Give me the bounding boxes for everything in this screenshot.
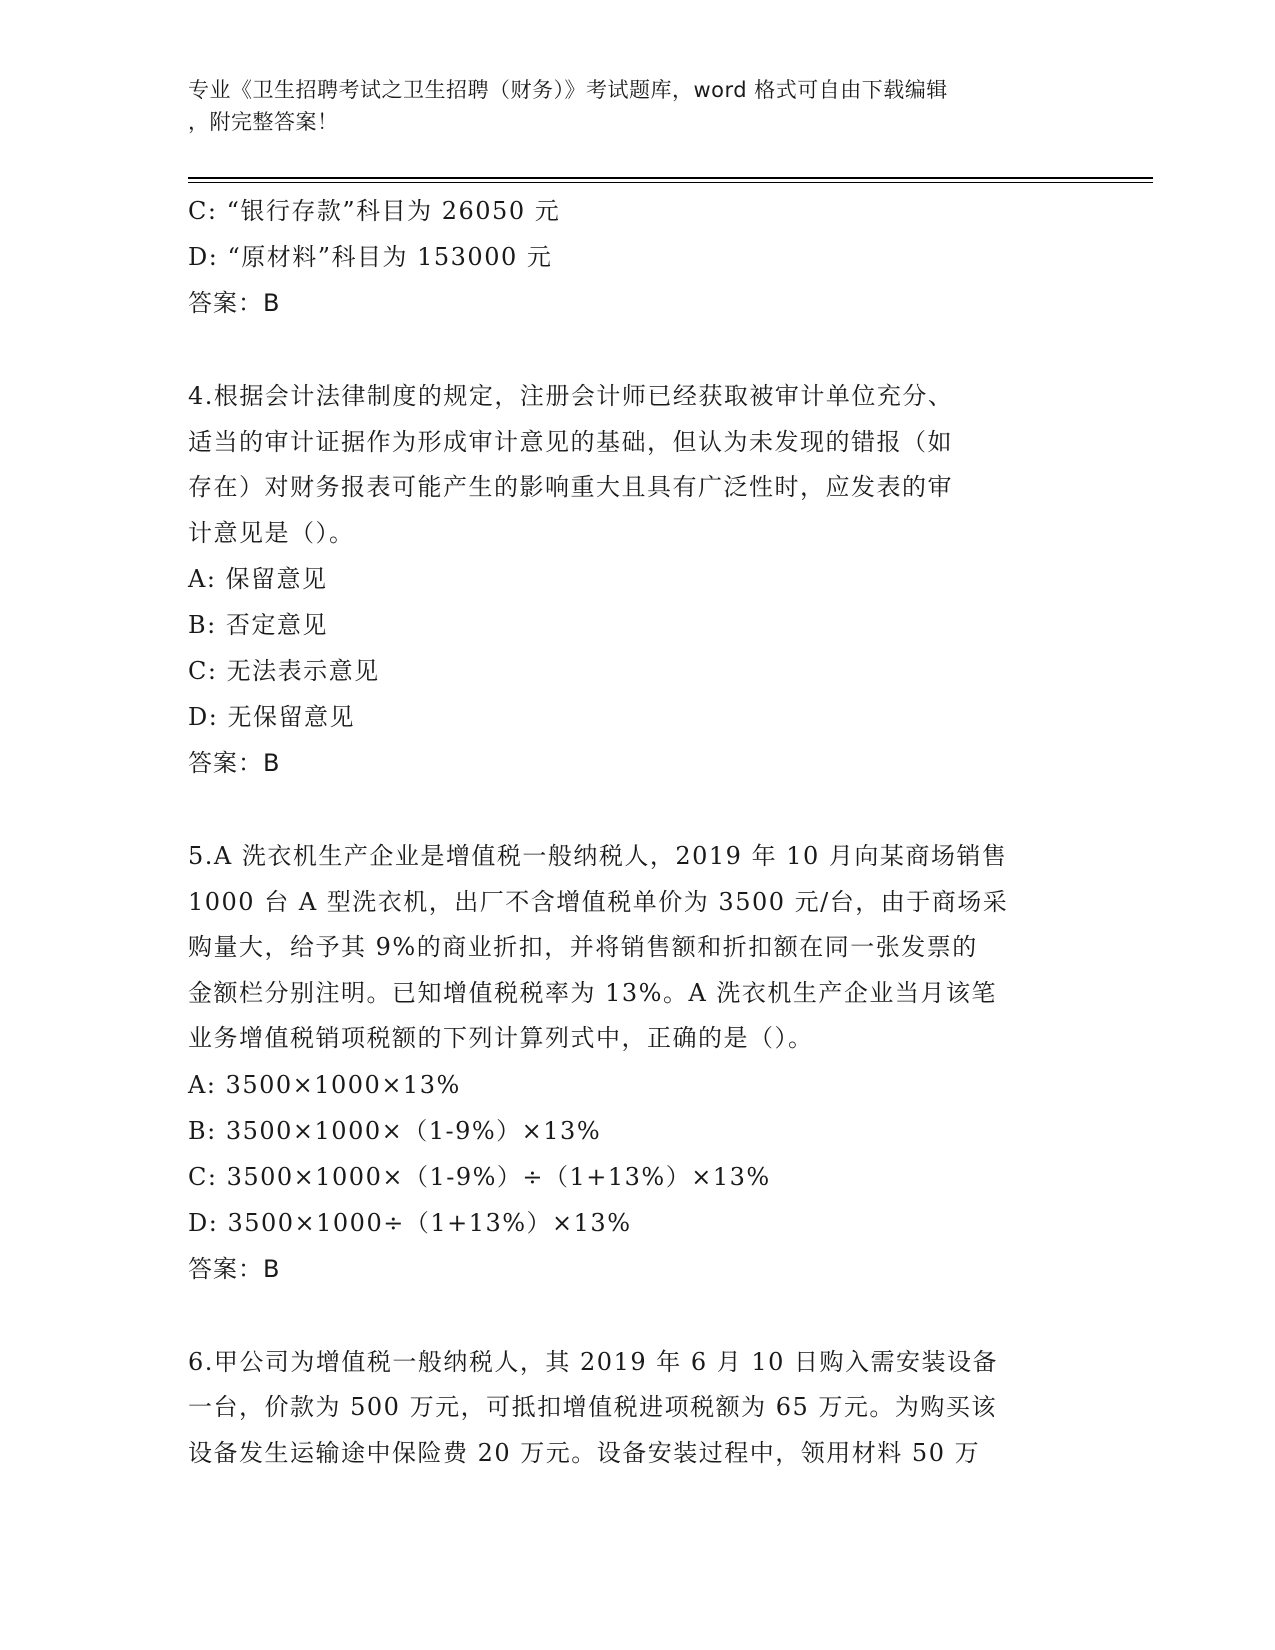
q4-answer: 答案：B	[188, 749, 281, 777]
q3-option-c: C: “银行存款”科目为 26050 元	[188, 197, 561, 225]
document-header	[188, 74, 1068, 138]
header-line-2: ，附完整答案！	[188, 110, 339, 134]
spacer	[188, 1292, 1068, 1340]
q5-stem-line: 购量大，给予其 9%的商业折扣，并将销售额和折扣额在同一张发票的	[188, 933, 978, 961]
q4-stem-line: 存在）对财务报表可能产生的影响重大且具有广泛性时，应发表的审	[188, 473, 953, 501]
q5-stem-line: 金额栏分别注明。已知增值税税率为 13%。A 洗衣机生产企业当月该笔	[188, 978, 997, 1007]
q3-option-d: D: “原材料”科目为 153000 元	[188, 243, 553, 271]
question-6	[188, 1340, 1068, 1477]
q4-stem-line: 4.根据会计法律制度的规定，注册会计师已经获取被审计单位充分、	[188, 382, 954, 410]
q5-option-a: A: 3500×1000×13%	[188, 1070, 461, 1099]
spacer	[188, 326, 1068, 374]
q6-stem-line: 一台，价款为 500 万元，可抵扣增值税进项税额为 65 万元。为购买该	[188, 1393, 997, 1421]
q5-stem-line: 业务增值税销项税额的下列计算列式中，正确的是（）。	[188, 1024, 814, 1052]
q5-option-b: B: 3500×1000×（1-9%）×13%	[188, 1116, 602, 1145]
question-3	[188, 188, 1068, 326]
q5-stem-line: 5.A 洗衣机生产企业是增值税一般纳税人，2019 年 10 月向某商场销售	[188, 842, 1008, 870]
question-content	[188, 188, 1068, 1476]
q5-stem-line: 1000 台 A 型洗衣机，出厂不含增值税单价为 3500 元/台，由于商场采	[188, 887, 1009, 916]
q4-option-b: B: 否定意见	[188, 611, 328, 639]
q4-stem-line: 适当的审计证据作为形成审计意见的基础，但认为未发现的错报（如	[188, 427, 953, 456]
q4-option-c: C: 无法表示意见	[188, 657, 380, 685]
q6-stem-line: 设备发生运输途中保险费 20 万元。设备安装过程中，领用材料 50 万	[188, 1438, 981, 1467]
header-rule-thick	[188, 177, 1153, 179]
header-line-1: 专业《卫生招聘考试之卫生招聘（财务）》考试题库，word 格式可自由下载编辑	[188, 78, 948, 102]
q4-option-a: A: 保留意见	[188, 565, 328, 593]
q5-option-c: C: 3500×1000×（1-9%）÷（1+13%）×13%	[188, 1162, 771, 1191]
q4-stem-line: 计意见是（）。	[188, 518, 355, 547]
q4-option-d: D: 无保留意见	[188, 703, 355, 731]
question-5	[188, 834, 1068, 1292]
q6-stem-line: 6.甲公司为增值税一般纳税人，其 2019 年 6 月 10 日购入需安装设备	[188, 1347, 999, 1376]
question-4	[188, 374, 1068, 786]
q5-answer: 答案：B	[188, 1254, 281, 1283]
q5-option-d: D: 3500×1000÷（1+13%）×13%	[188, 1208, 632, 1237]
spacer	[188, 786, 1068, 834]
header-rule-thin	[188, 182, 1153, 183]
q3-answer: 答案：B	[188, 289, 281, 317]
